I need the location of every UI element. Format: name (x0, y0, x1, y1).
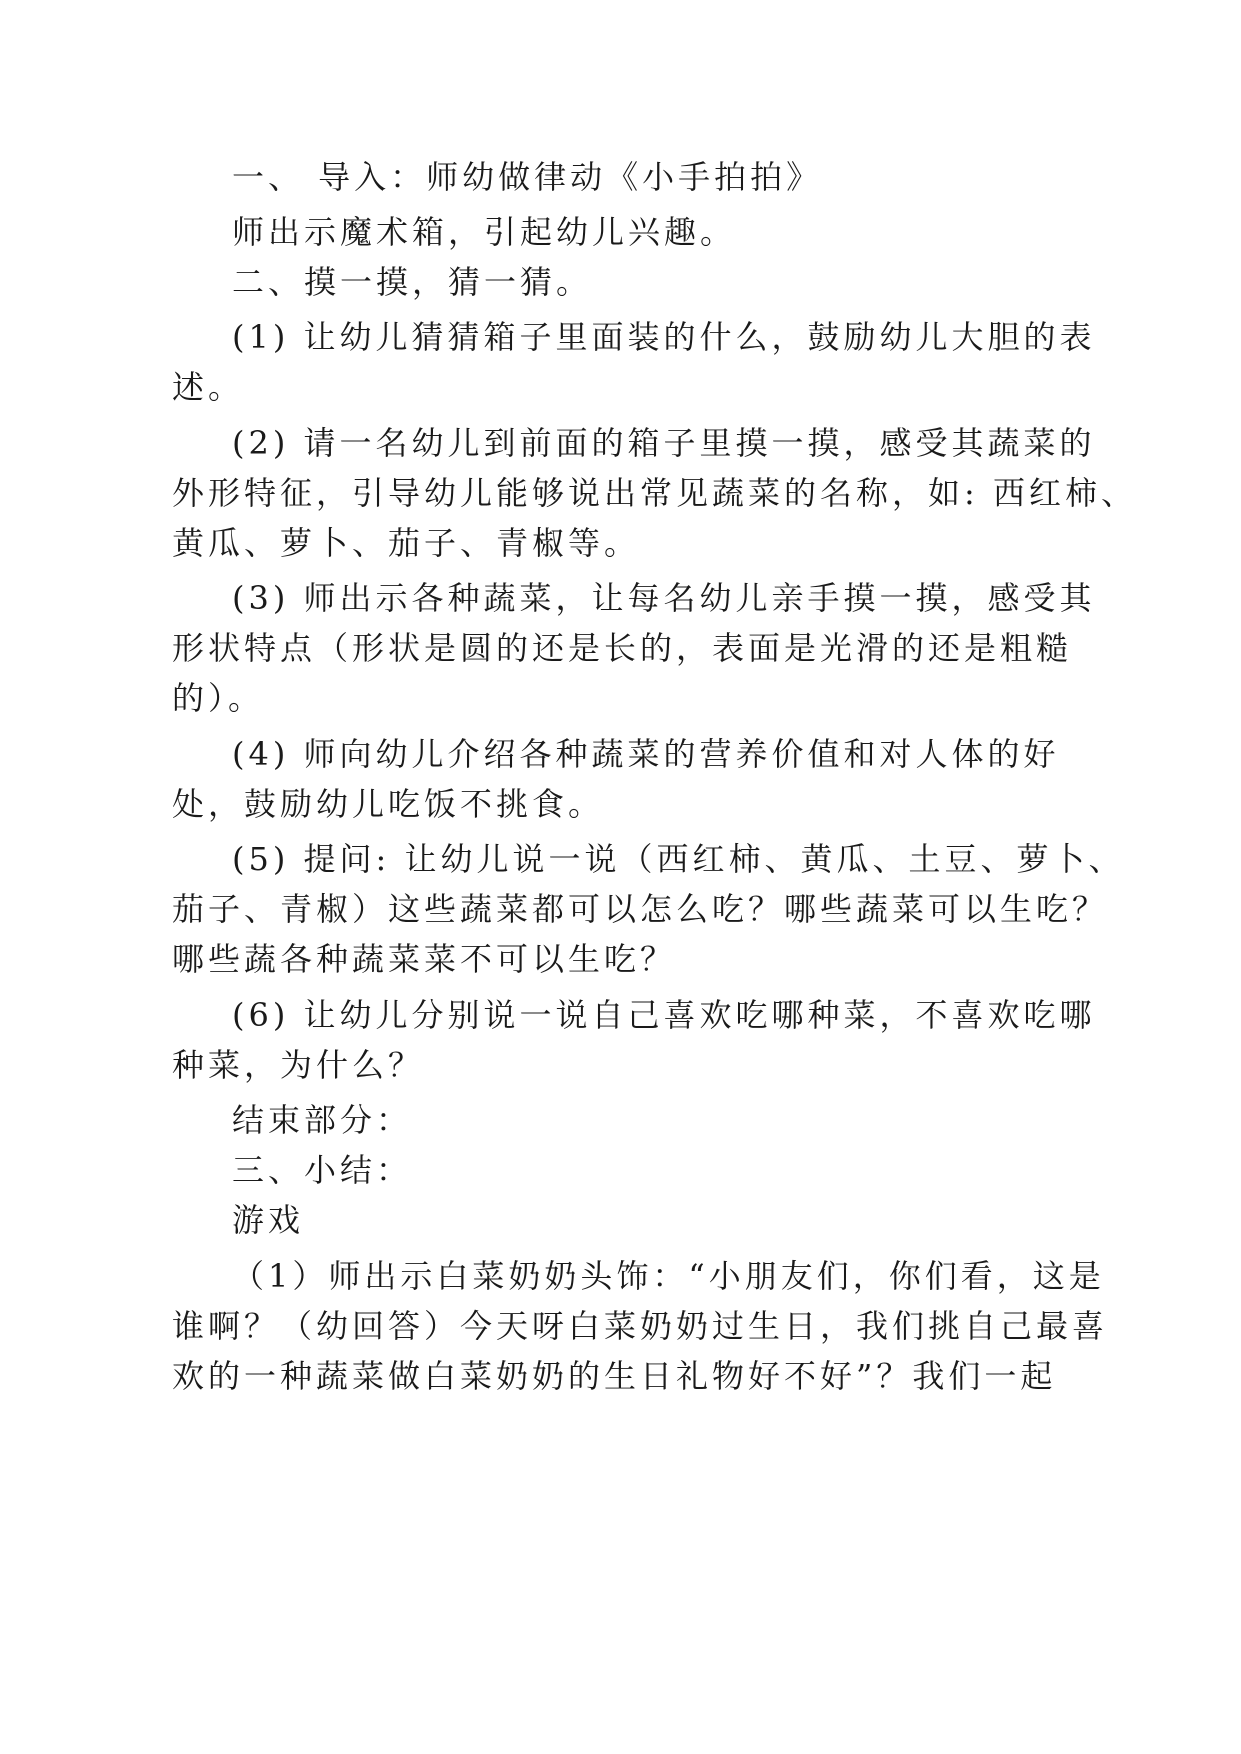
text-line: 述。 (172, 368, 245, 406)
text-line: 一、 导入：师幼做律动《小手拍拍》 (232, 158, 823, 196)
text-line: 形状特点（形状是圆的还是长的，表面是光滑的还是粗糙 (172, 629, 1073, 667)
text-line: (1) 让幼儿猜猜箱子里面装的什么，鼓励幼儿大胆的表 (232, 318, 1096, 356)
text-line: 黄瓜、萝卜、茄子、青椒等。 (172, 524, 641, 562)
text-line: 茄子、青椒）这些蔬菜都可以怎么吃？哪些蔬菜可以生吃？ (172, 890, 1109, 928)
text-line: 师出示魔术箱，引起幼儿兴趣。 (232, 213, 737, 251)
text-line: 三、小结： (232, 1151, 413, 1189)
text-line: 游戏 (232, 1201, 305, 1239)
text-line: (5) 提问: 让幼儿说一说（西红柿、黄瓜、土豆、萝卜、 (232, 840, 1125, 878)
text-line: (6) 让幼儿分别说一说自己喜欢吃哪种菜，不喜欢吃哪 (232, 996, 1096, 1034)
text-line: 哪些蔬各种蔬菜菜不可以生吃？ (172, 940, 677, 978)
text-line: (4) 师向幼儿介绍各种蔬菜的营养价值和对人体的好 (232, 735, 1060, 773)
text-line: (3) 师出示各种蔬菜，让每名幼儿亲手摸一摸，感受其 (232, 579, 1096, 617)
text-line: (2) 请一名幼儿到前面的箱子里摸一摸，感受其蔬菜的 (232, 424, 1096, 462)
text-line: 欢的一种蔬菜做白菜奶奶的生日礼物好不好”？我们一起 (172, 1357, 1057, 1395)
text-line: 二、摸一摸，猜一猜。 (232, 263, 593, 301)
text-line: 处，鼓励幼儿吃饭不挑食。 (172, 785, 605, 823)
text-line: 谁啊？（幼回答）今天呀白菜奶奶过生日，我们挑自己最喜 (172, 1307, 1109, 1345)
text-line: 种菜，为什么？ (172, 1046, 425, 1084)
text-line: （1）师出示白菜奶奶头饰：“小朋友们，你们看，这是 (232, 1257, 1105, 1295)
text-line: 的）。 (172, 679, 265, 717)
text-line: 结束部分： (232, 1101, 413, 1139)
text-line: 外形特征，引导幼儿能够说出常见蔬菜的名称，如: 西红柿、 (172, 474, 1137, 512)
